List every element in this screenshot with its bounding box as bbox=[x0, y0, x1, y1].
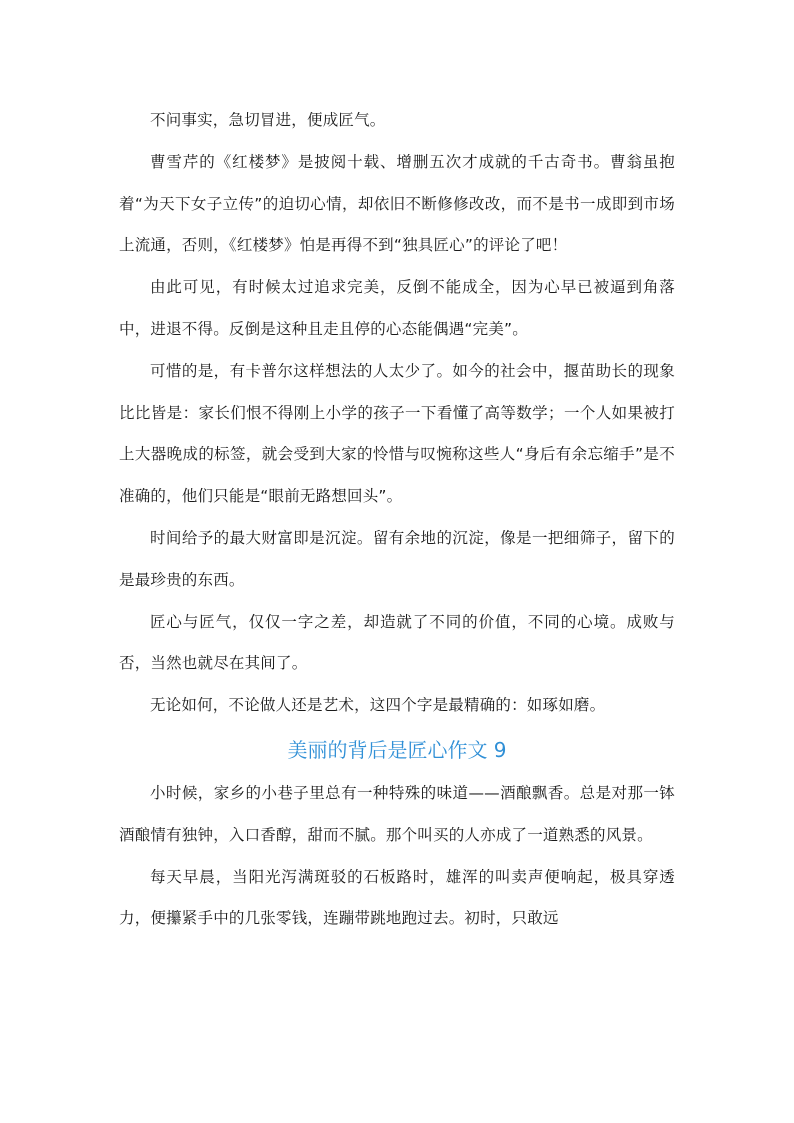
paragraph: 不问事实，急切冒进，便成匠气。 bbox=[150, 111, 386, 129]
document-body bbox=[119, 100, 675, 940]
paragraph: 无论如何，不论做人还是艺术，这四个字是最精确的：如琢如磨。 bbox=[150, 696, 606, 715]
paragraph: 每天早晨，当阳光泻满斑驳的石板路时，雄浑的叫卖声便响起，极具穿透力，便攥紧手中的几张零钱，连蹦带跳地跑过去。初时，只敢远 bbox=[119, 867, 675, 928]
paragraph: 可惜的是，有卡普尔这样想法的人太少了。如今的社会中，揠苗助长的现象比比皆是：家长们恨不得刚上小学的孩子一下看懂了高等数学；一个人如果被打上大器晚成的标签，就会受到大家的怜惜与叹惋称这些人“身后有余忘缩手”是不准确的，他们只能是“眼前无路想回头”。 bbox=[119, 361, 675, 506]
paragraph: 曹雪芹的《红楼梦》是披阅十载、增删五次才成就的千古奇书。曹翁虽抱着“为天下女子立传”的迫切心情，却依旧不断修修改改，而不是书一成即到市场上流通，否则，《红楼梦》怕是再得不到“独具匠心”的评论了吧！ bbox=[119, 152, 675, 255]
paragraph: 小时候，家乡的小巷子里总有一种特殊的味道——酒酿飘香。总是对那一钵酒酿情有独钟，入口香醇，甜而不腻。那个叫买的人亦成了一道熟悉的风景。 bbox=[119, 783, 675, 844]
paragraph: 由此可见，有时候太过追求完美，反倒不能成全，因为心早已被逼到角落中，进退不得。反倒是这种且走且停的心态能偶遇“完美”。 bbox=[119, 278, 675, 338]
paragraph: 匠心与匠气，仅仅一字之差，却造就了不同的价值，不同的心境。成败与否，当然也就尽在其间了。 bbox=[119, 612, 675, 673]
section-heading: 美丽的背后是匠心作文 9 bbox=[287, 737, 507, 762]
paragraph: 时间给予的最大财富即是沉淀。留有余地的沉淀，像是一把细筛子，留下的是最珍贵的东西。 bbox=[119, 528, 675, 589]
